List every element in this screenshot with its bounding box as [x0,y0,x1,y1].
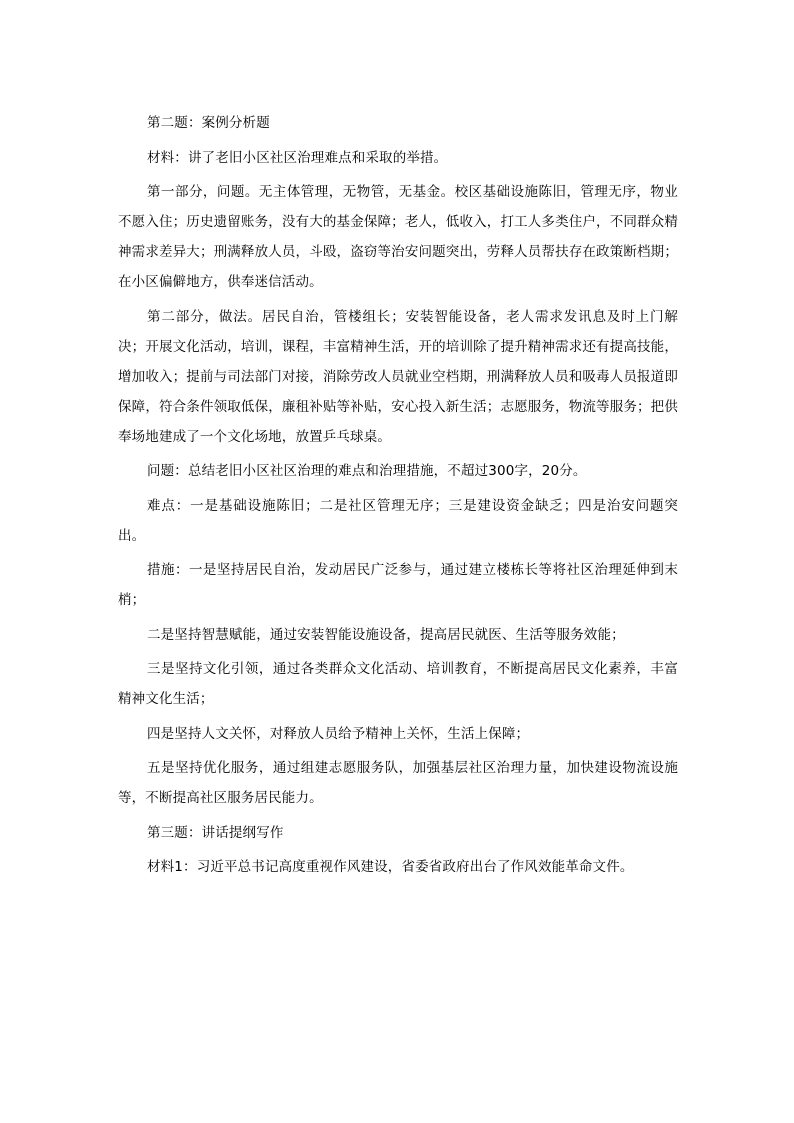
material-1: 材料1：习近平总书记高度重视作风建设，省委省政府出台了作风效能革命文件。 [147,859,634,875]
material-summary: 材料：讲了老旧小区社区治理难点和采取的举措。 [147,149,448,166]
part-1-problems: 第一部分，问题。无主体管理，无物管，无基金。校区基础设施陈旧，管理无序，物业不愿入住；历史遗留账务，没有大的基金保障；老人，低收入，打工人多类住户，不同群众精神需求差异大；刑满释放人员，斗殴，盗窃等治安问题突出，劳释人员帮扶存在政策断档期；在小区偏僻地方，供奉迷信活动。 [118,184,678,290]
part-2-measures: 第二部分，做法。居民自治，管楼组长；安装智能设备，老人需求发讯息及时上门解决；开展文化活动，培训，课程，丰富精神生活，开的培训除了提升精神需求还有提高技能，增加收入；提前与司法部门对接，消除劳改人员就业空档期，刑满释放人员和吸毒人员报道即保障，符合条件领取低保，廉租补贴等补贴，安心投入新生活；志愿服务，物流等服务；把供奉场地建成了一个文化场地，放置乒乓球桌。 [118,308,678,445]
measures-answer-4: 四是坚持人文关怀，对释放人员给予精神上关怀，生活上保障； [147,725,530,742]
document-page [118,108,678,887]
measures-answer-1: 措施：一是坚持居民自治，发动居民广泛参与，通过建立楼栋长等将社区治理延伸到末梢； [118,562,678,608]
question-prompt: 问题：总结老旧小区社区治理的难点和治理措施，不超过300字，20分。 [147,463,587,479]
question-3-heading: 第三题：讲话提纲写作 [147,824,284,841]
measures-answer-2: 二是坚持智慧赋能，通过安装智能设施设备，提高居民就医、生活等服务效能； [147,626,625,643]
measures-answer-5: 五是坚持优化服务，通过组建志愿服务队，加强基层社区治理力量，加快建设物流设施等，不断提高社区服务居民能力。 [118,760,678,806]
question-2-heading: 第二题：案例分析题 [147,115,270,131]
difficulties-answer: 难点：一是基础设施陈旧；二是社区管理无序；三是建设资金缺乏；四是治安问题突出。 [118,497,678,544]
measures-answer-3: 三是坚持文化引领，通过各类群众文化活动、培训教育，不断提高居民文化素养，丰富精神文化生活； [118,661,678,707]
